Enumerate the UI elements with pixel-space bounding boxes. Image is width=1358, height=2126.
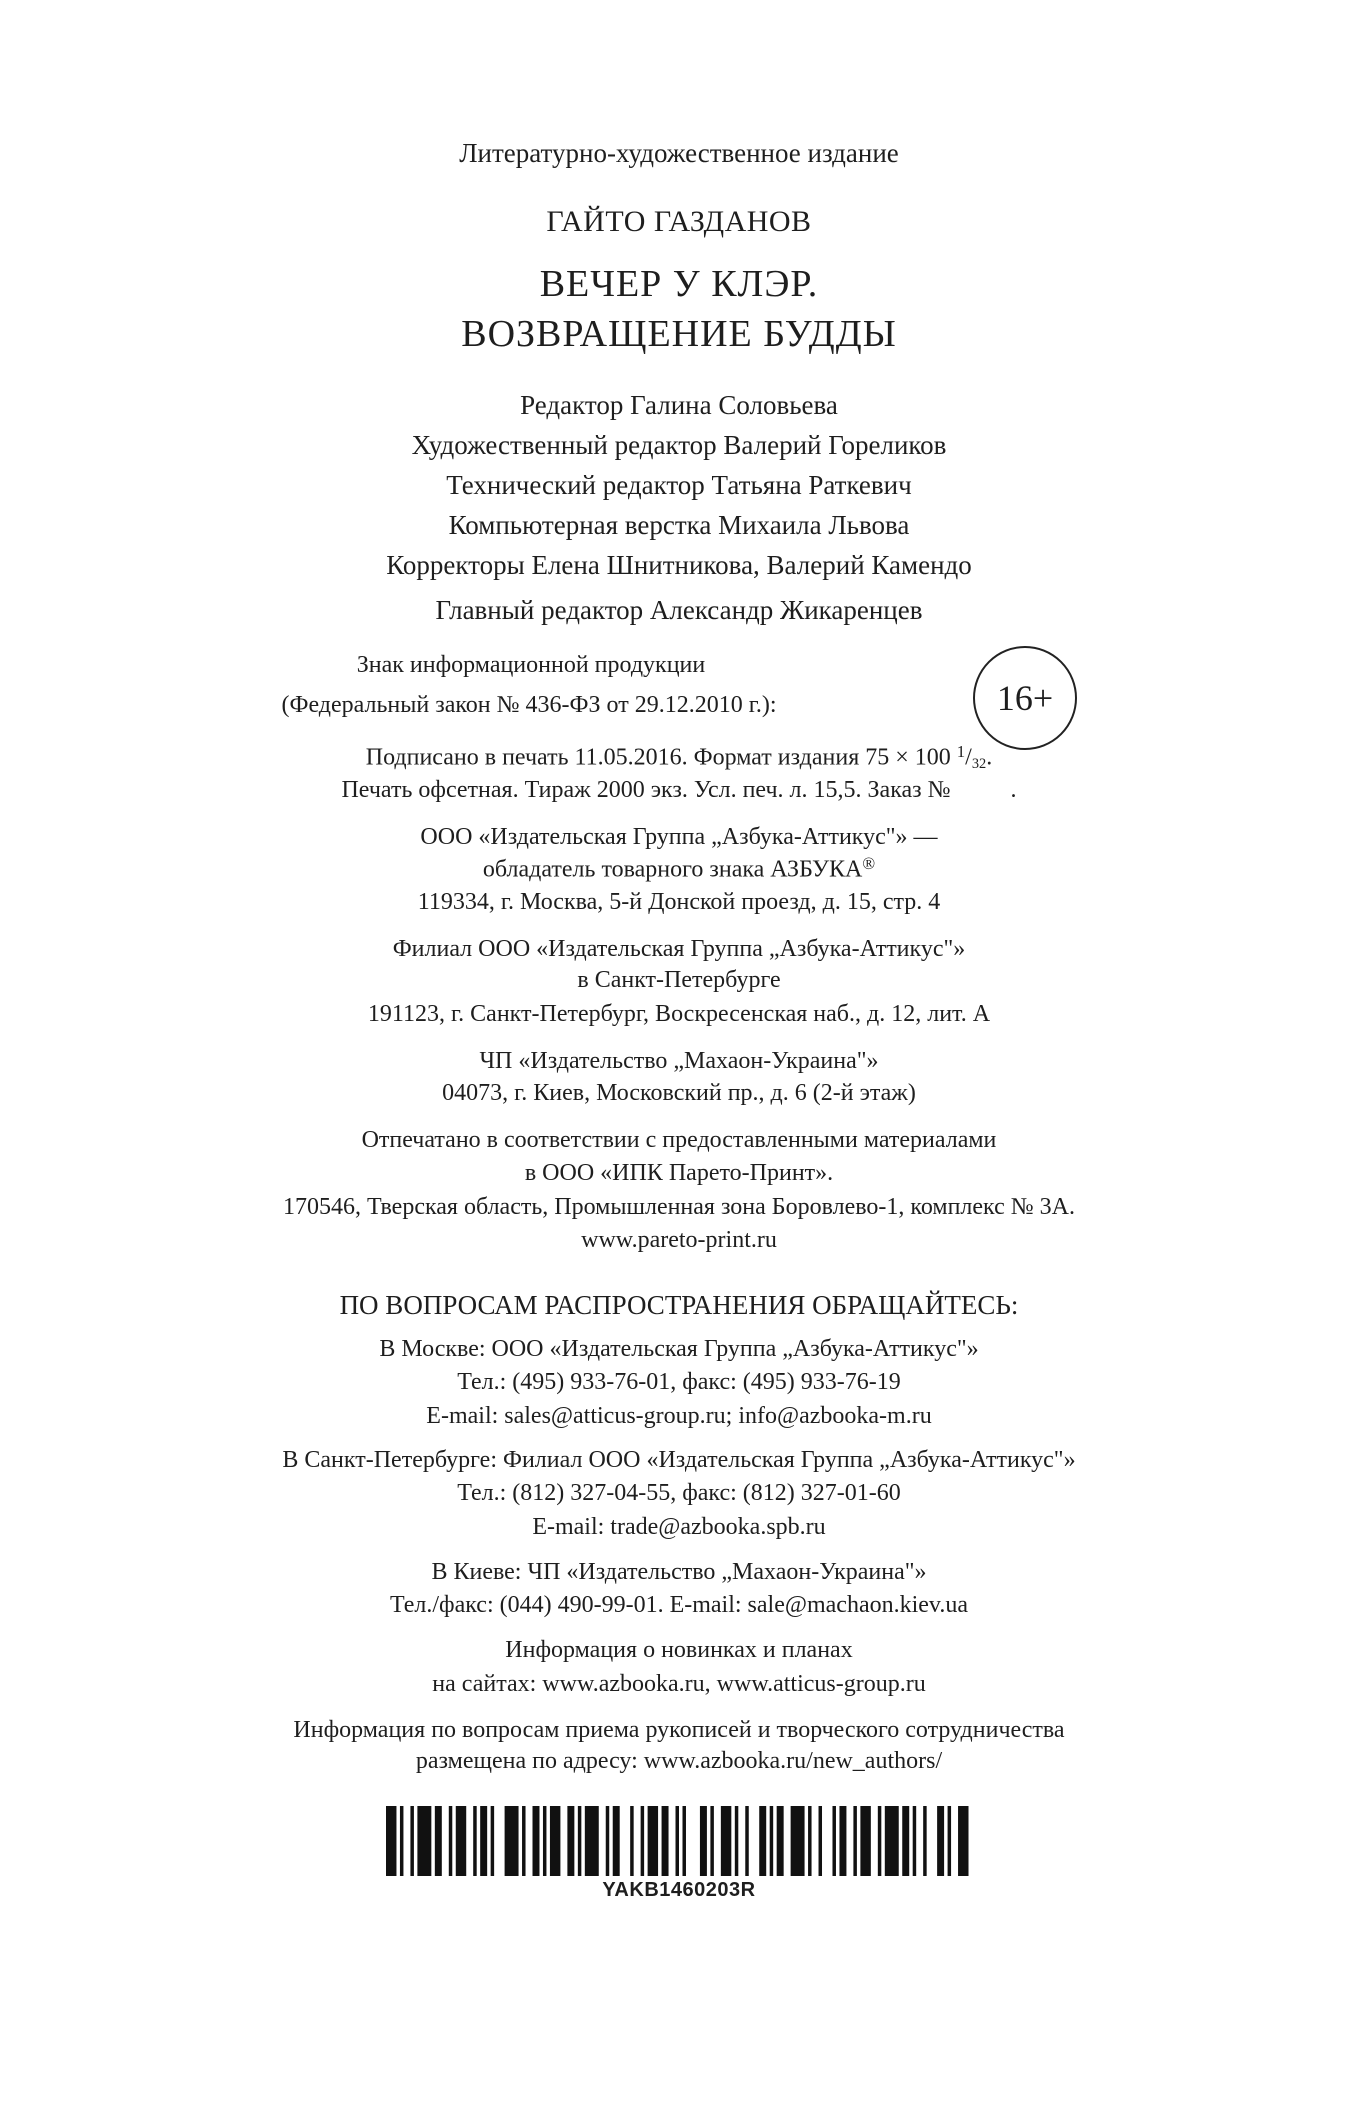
distribution-kiev-line-1: В Киеве: ЧП «Издательство „Махаон-Украина"» — [431, 1559, 927, 1585]
barcode-bar — [456, 1806, 466, 1876]
distribution-spb-line-1: В Санкт-Петербурге: Филиал ООО «Издательская Группа „Азбука-Аттикус"» — [282, 1447, 1076, 1473]
age-rating-value: 16+ — [996, 678, 1054, 718]
barcode-bar — [550, 1806, 560, 1876]
barcode-bar — [682, 1806, 685, 1876]
barcode-bar — [543, 1806, 546, 1876]
manuscripts-line-2: размещена по адресу: www.azbooka.ru/new_authors/ — [415, 1748, 943, 1774]
manuscripts-line-1: Информация по вопросам приема рукописей и творческого сотрудничества — [293, 1717, 1065, 1743]
barcode-bar — [745, 1806, 748, 1876]
printer-address: 170546, Тверская область, Промышленная зона Боровлево-1, комплекс № 3А. — [283, 1194, 1075, 1220]
barcode-bar — [759, 1806, 766, 1876]
credit-chief-editor: Главный редактор Александр Жикаренцев — [435, 595, 923, 625]
barcode-bar — [417, 1806, 431, 1876]
barcode-bar — [533, 1806, 540, 1876]
barcode-bar — [400, 1806, 403, 1876]
barcode-bar — [662, 1806, 669, 1876]
barcode-bar — [885, 1806, 899, 1876]
printer-website: www.pareto-print.ru — [581, 1227, 777, 1253]
barcode-bar — [721, 1806, 731, 1876]
publisher-address: 119334, г. Москва, 5-й Донской проезд, д. 15, стр. 4 — [417, 889, 941, 915]
credit-tech-editor: Технический редактор Татьяна Раткевич — [446, 470, 912, 500]
branch-ua-address: 04073, г. Киев, Московский пр., д. 6 (2-й этаж) — [442, 1080, 916, 1106]
barcode-bar — [435, 1806, 442, 1876]
distribution-spb-line-2: Тел.: (812) 327-04-55, факс: (812) 327-01-60 — [457, 1480, 901, 1506]
barcode-bar — [948, 1806, 951, 1876]
barcode-bar — [585, 1806, 599, 1876]
barcode-bar — [522, 1806, 525, 1876]
printer-line-2: в ООО «ИПК Парето-Принт». — [524, 1160, 834, 1186]
barcode-bar — [480, 1806, 487, 1876]
distribution-spb-line-3: E-mail: trade@azbooka.spb.ru — [532, 1514, 826, 1540]
print-info-line-1: Подписано в печать 11.05.2016. Формат издания 75 × 100 $^1/_{32}$. — [365, 742, 993, 773]
print-info-line-2 — [0, 778, 1358, 802]
barcode-bar — [630, 1806, 633, 1876]
print-info-dot: . — [986, 744, 993, 771]
book-title-line-2: ВОЗВРАЩЕНИЕ БУДДЫ — [461, 313, 897, 355]
publisher-line-2 — [0, 856, 1358, 882]
barcode-bar — [902, 1806, 909, 1876]
barcode-bar — [770, 1806, 773, 1876]
barcode-bar — [648, 1806, 658, 1876]
format-denominator: 32 — [971, 756, 987, 773]
print-info-signed: Подписано в печать 11.05.2016. Формат издания 75 × 100 — [365, 744, 957, 771]
barcode-bar — [860, 1806, 870, 1876]
barcode-bar — [410, 1806, 413, 1876]
barcode-bar — [606, 1806, 609, 1876]
format-numerator: 1 — [956, 742, 966, 761]
age-rating-badge — [973, 646, 1077, 750]
barcode-bar — [777, 1806, 784, 1876]
barcode-bar — [839, 1806, 846, 1876]
barcode-bar — [386, 1806, 396, 1876]
print-info-run: Печать офсетная. Тираж 2000 экз. Усл. печ. л. 15,5. Заказ № — [341, 777, 951, 803]
info-line-1: Информация о новинках и планах — [505, 1637, 853, 1663]
registered-mark: ® — [862, 854, 876, 873]
barcode-bars — [386, 1806, 972, 1876]
credit-art-editor: Художественный редактор Валерий Гореликов — [411, 430, 947, 460]
author-name: ГАЙТО ГАЗДАНОВ — [546, 205, 812, 238]
info-line-2: на сайтах: www.azbooka.ru, www.atticus-group.ru — [432, 1671, 926, 1697]
barcode-bar — [958, 1806, 968, 1876]
branch-ua-line-1: ЧП «Издательство „Махаон-Украина"» — [479, 1048, 879, 1074]
printer-line-1: Отпечатано в соответствии с предоставленными материалами — [361, 1127, 997, 1153]
barcode-code: YAKB1460203R — [602, 1879, 756, 1901]
barcode-bar — [923, 1806, 926, 1876]
barcode-bar — [491, 1806, 494, 1876]
barcode-bar — [937, 1806, 944, 1876]
distribution-heading: ПО ВОПРОСАМ РАСПРОСТРАНЕНИЯ ОБРАЩАЙТЕСЬ: — [339, 1290, 1019, 1320]
age-mark-label: Знак информационной продукции — [356, 652, 706, 678]
barcode-bar — [567, 1806, 574, 1876]
distribution-moscow-line-3: E-mail: sales@atticus-group.ru; info@azbooka-m.ru — [426, 1403, 932, 1429]
barcode-bar — [578, 1806, 581, 1876]
barcode-bar — [791, 1806, 805, 1876]
branch-spb-address: 191123, г. Санкт-Петербург, Воскресенская наб., д. 12, лит. А — [367, 1001, 991, 1027]
credit-editor: Редактор Галина Соловьева — [520, 390, 838, 420]
barcode-bar — [449, 1806, 452, 1876]
barcode-bar — [641, 1806, 644, 1876]
branch-spb-line-1: Филиал ООО «Издательская Группа „Азбука-Аттикус"» — [392, 936, 966, 962]
barcode-bar — [710, 1806, 713, 1876]
credit-layout: Компьютерная верстка Михаила Львова — [448, 510, 910, 540]
distribution-kiev-line-2: Тел./факс: (044) 490-99-01. E-mail: sale@machaon.kiev.ua — [389, 1592, 969, 1618]
age-mark-law: (Федеральный закон № 436-ФЗ от 29.12.2010 г.): — [281, 692, 777, 718]
barcode-bar — [700, 1806, 707, 1876]
barcode-bar — [505, 1806, 519, 1876]
barcode-bar — [913, 1806, 916, 1876]
barcode-bar — [676, 1806, 679, 1876]
barcode-bar — [735, 1806, 738, 1876]
barcode — [386, 1806, 972, 1901]
edition-type: Литературно-художественное издание — [459, 138, 899, 168]
trademark-owner: обладатель товарного знака АЗБУКА — [482, 856, 863, 883]
barcode-bar — [808, 1806, 811, 1876]
credit-proofreaders: Корректоры Елена Шнитникова, Валерий Камендо — [386, 550, 972, 580]
publisher-line-1: ООО «Издательская Группа „Азбука-Аттикус"» — — [420, 824, 938, 850]
distribution-moscow-line-1: В Москве: ООО «Издательская Группа „Азбука-Аттикус"» — [379, 1336, 979, 1362]
book-title-line-1: ВЕЧЕР У КЛЭР. — [539, 263, 819, 305]
branch-spb-line-2: в Санкт-Петербурге — [577, 967, 781, 993]
print-info-end: . — [1010, 777, 1017, 803]
barcode-bar — [878, 1806, 881, 1876]
barcode-bar — [832, 1806, 835, 1876]
barcode-bar — [473, 1806, 476, 1876]
barcode-bar — [613, 1806, 620, 1876]
barcode-bar — [819, 1806, 822, 1876]
distribution-moscow-line-2: Тел.: (495) 933-76-01, факс: (495) 933-76-19 — [457, 1369, 901, 1395]
barcode-bar — [853, 1806, 856, 1876]
